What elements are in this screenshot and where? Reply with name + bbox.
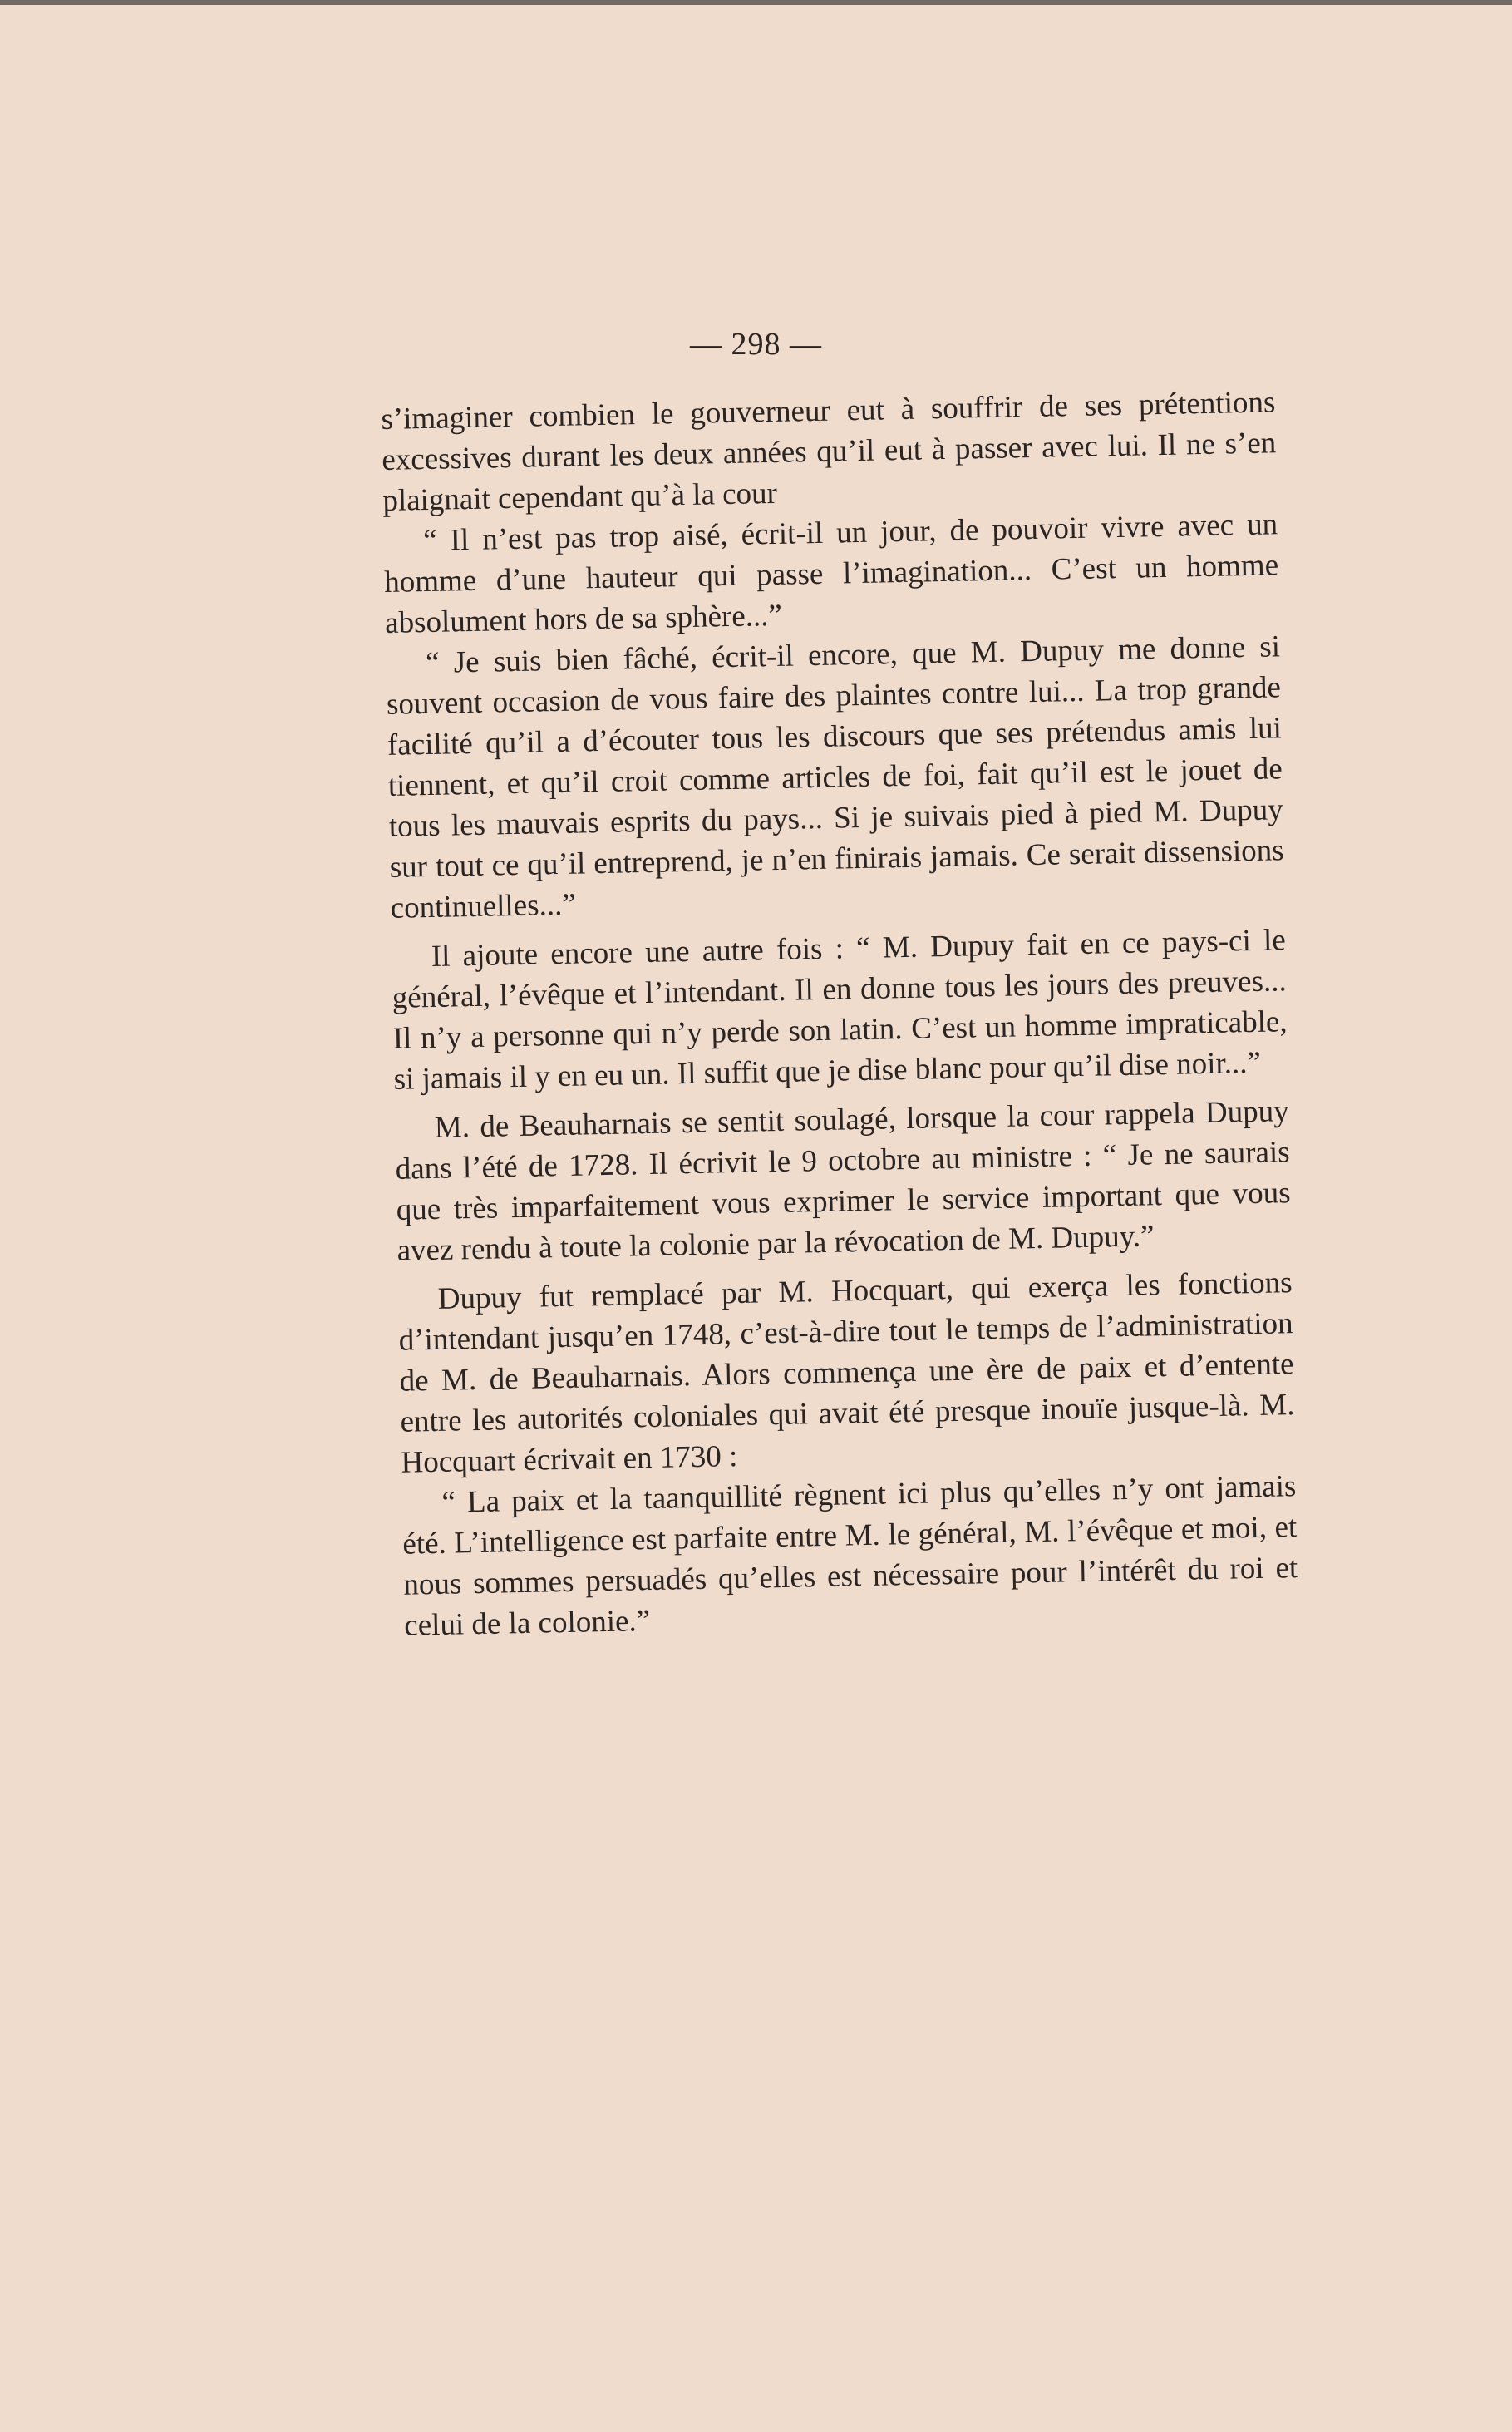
paragraph-quote-4: “ La paix et la taanquillité règnent ici plus qu’elles n’y ont jamais été. L’intelligence est parfaite entre M. le général, M. l’évêque et moi, et nous sommes persuadés qu’elles est nécessaire pour l’intérêt du roi et celui de la colonie.” [402,1469,1298,1643]
body-text [381,382,1299,1645]
paragraph-quote-3: Il ajoute encore une autre fois : “ M. Dupuy fait en ce pays-ci le général, l’évêque et l’intendant. Il en donne tous les jours des preuves... Il n’y a personne qui n’y perde son latin. C’est un homme impraticable, si jamais il y en eu un. Il suffit que je dise blanc pour qu’il dise noir...” [392,923,1288,1097]
paragraph-quote-1: “ Il n’est pas trop aisé, écrit-il un jour, de pouvoir vivre avec un homme d’une hauteur qui passe l’imagination... C’est un homme absolument hors de sa sphère...” [383,507,1279,640]
paragraph-quote-2: “ Je suis bien fâché, écrit-il encore, que M. Dupuy me donne si souvent occasion de vous faire des plaintes contre lui... La trop grande facilité qu’il a d’écouter tous les discours que ses prétendus amis lui tiennent, et qu’il croit comme articles de foi, fait qu’il est le jouet de tous les mauvais esprits du pays... Si je suivais pied à pied M. Dupuy sur tout ce qu’il entreprend, je n’en finirais jamais. Ce serait dissensions continuelles...” [386,629,1285,925]
page-top-edge [0,0,1512,5]
paragraph-beauharnais: M. de Beauharnais se sentit soulagé, lorsque la cour rappela Dupuy dans l’été de 1728. Il écrivit le 9 octobre au ministre : “ Je ne saurais que très imparfaitement vous exprimer le service important que vous avez rendu à toute la colonie par la révocation de M. Dupuy.” [395,1094,1291,1268]
paragraph-hocquart: Dupuy fut remplacé par M. Hocquart, qui exerça les fonctions d’intendant jusqu’en 1748, c’est-à-dire tout le temps de l’administration de M. de Beauharnais. Alors commença une ère de paix et d’entente entre les autorités coloniales qui avait été presque inouïe jusque-là. M. Hocquart écrivait en 1730 : [398,1265,1295,1480]
page-number: — 298 — [690,327,822,362]
paragraph-continuation: s’imaginer combien le gouverneur eut à souffrir de ses prétentions excessives durant les deux années qu’il eut à passer avec lui. Il ne s’en plaignait cependant qu’à la cour [381,385,1277,518]
